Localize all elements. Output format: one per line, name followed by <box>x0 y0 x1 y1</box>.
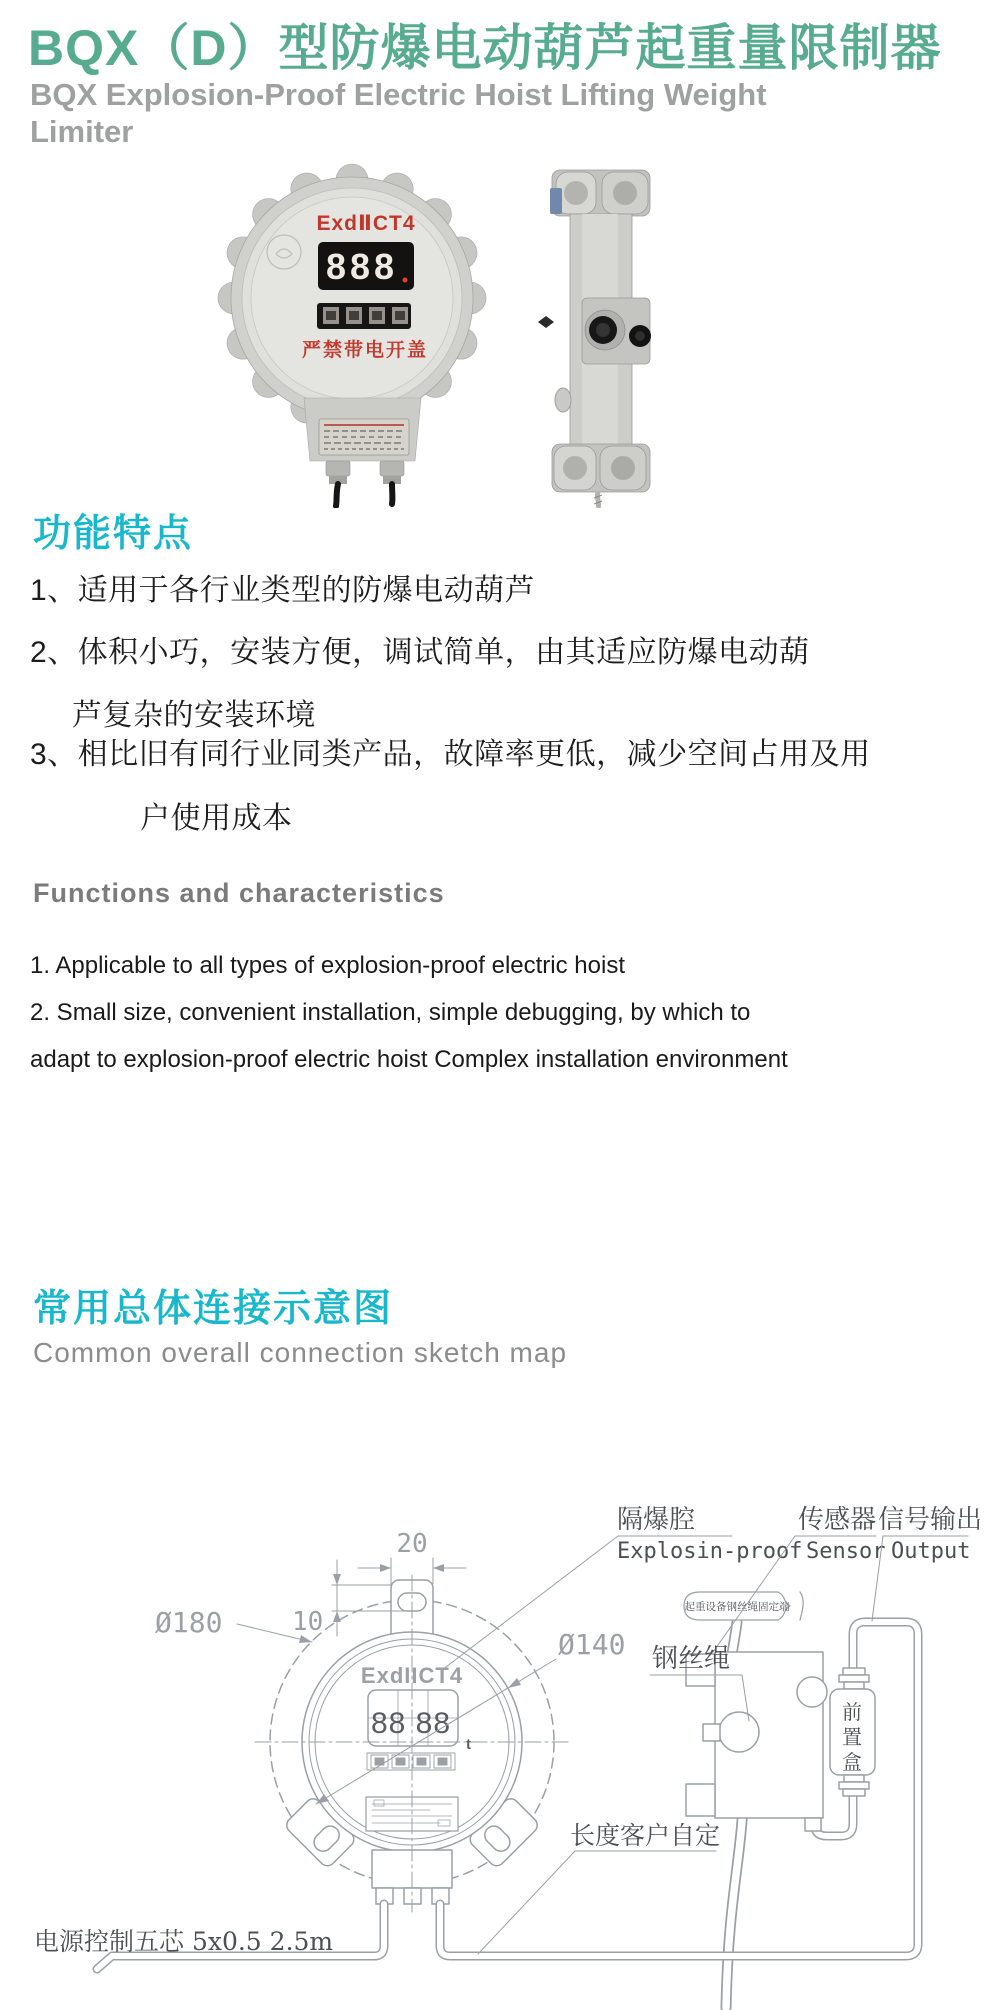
connection-heading-cn: 常用总体连接示意图 <box>33 1288 394 1330</box>
dim-inner-diameter: Ø140 <box>558 1628 626 1661</box>
diagram-display-digits: 88 88 <box>370 1707 452 1740</box>
front-box-char: 置 <box>842 1725 862 1749</box>
diagram-buttons <box>367 1753 455 1770</box>
features-heading-en: Functions and characteristics <box>33 878 445 908</box>
label-cable-length: 长度客户自定 <box>570 1821 721 1850</box>
display-digits: 888 <box>325 246 399 287</box>
front-box-char: 盒 <box>842 1750 862 1774</box>
feature-item-continuation: 芦复杂的安装环境 <box>72 699 316 732</box>
feature-item: 1、适用于各行业类型的防爆电动葫芦 <box>30 574 536 607</box>
diagram-face-marking: ExdIICT4 <box>360 1663 464 1688</box>
sensor-unit-photo <box>538 170 651 508</box>
product-photo <box>200 148 820 508</box>
dim-outer-diameter: Ø180 <box>155 1606 223 1639</box>
braided-cable-photo <box>597 492 598 508</box>
feature-item-continuation: 户使用成本 <box>140 802 293 835</box>
page-title-en: BQX Explosion-Proof Electric Hoist Lifting Weight Limiter <box>30 77 767 150</box>
label-chamber-cn: 隔爆腔 <box>617 1505 696 1535</box>
rope-fixed-end-banner <box>684 1592 803 1620</box>
banner-text: 起重设备钢丝绳固定端 <box>684 1601 790 1613</box>
nameplate <box>319 419 409 455</box>
label-output-cn: 信号输出 <box>878 1505 983 1535</box>
feature-item-en-continuation: adapt to explosion-proof electric hoist Complex installation environment <box>30 1046 788 1073</box>
dim-lug-offset: 10 <box>292 1607 324 1637</box>
diamond-mark <box>538 316 554 328</box>
diagram-display <box>368 1690 471 1753</box>
label-chamber-en: Explosin-proof <box>617 1539 803 1564</box>
feature-item: 2、体积小巧，安装方便，调试简单，由其适应防爆电动葫 <box>30 636 810 669</box>
blue-label <box>550 188 562 214</box>
label-output-en: Output <box>891 1539 971 1564</box>
label-rope-cn: 钢丝绳 <box>652 1644 731 1674</box>
label-power-cable: 电源控制五芯 5x0.5 2.5m <box>34 1927 334 1956</box>
photo-marking-text: ExdⅡCT4 <box>316 212 416 235</box>
feature-item-en: 2. Small size, convenient installation, simple debugging, by which to <box>30 999 751 1026</box>
label-sensor-en: Sensor <box>806 1539 886 1564</box>
feature-item: 3、相比旧有同行业同类产品，故障率更低，减少空间占用及用 <box>30 738 871 771</box>
cable-glands <box>326 461 404 484</box>
front-box-char: 前 <box>842 1700 862 1724</box>
limiter-unit-photo <box>218 164 486 506</box>
digital-display <box>318 242 414 290</box>
features-heading-cn: 功能特点 <box>33 513 194 555</box>
sensor-assembly <box>686 1652 827 1831</box>
power-cable-photo <box>336 484 338 506</box>
photo-warning-text: 严禁带电开盖 <box>301 340 429 361</box>
page-title-cn: BQX（D）型防爆电动葫芦起重量限制器 <box>28 20 942 76</box>
connection-heading-en: Common overall connection sketch map <box>33 1337 568 1368</box>
label-sensor-cn: 传感器 <box>798 1505 877 1535</box>
connection-diagram <box>0 1440 1000 2010</box>
front-box <box>830 1668 875 1796</box>
diagram-display-unit: t <box>466 1736 471 1753</box>
button-panel <box>317 303 411 329</box>
dim-lug-width: 20 <box>396 1529 428 1559</box>
feature-item-en: 1. Applicable to all types of explosion-proof electric hoist <box>30 952 625 979</box>
